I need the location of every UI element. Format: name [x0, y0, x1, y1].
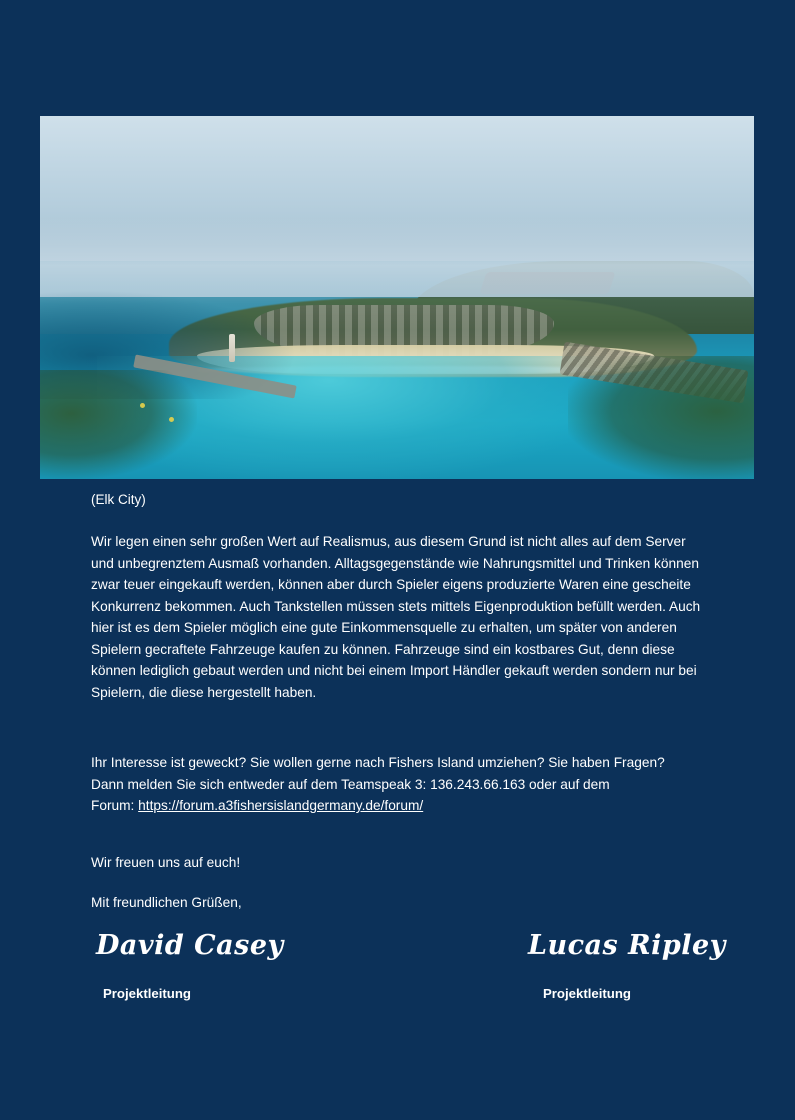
role-david-casey: Projektleitung	[103, 986, 191, 1001]
contact-paragraph	[91, 752, 703, 817]
interest-line-1: Ihr Interesse ist geweckt? Sie wollen gerne nach Fishers Island umziehen? Sie haben Fragen?	[91, 755, 665, 770]
forum-link[interactable]: https://forum.a3fishersislandgermany.de/forum/	[138, 798, 424, 813]
lighthouse	[229, 334, 235, 362]
haze-layer	[40, 218, 754, 298]
image-caption: (Elk City)	[91, 492, 146, 507]
signature-david-casey: David Casey	[96, 930, 284, 961]
role-lucas-ripley: Projektleitung	[543, 986, 631, 1001]
palms-left	[40, 370, 197, 479]
buoy-icon	[140, 403, 145, 408]
thanks-line: Wir freuen uns auf euch!	[91, 855, 241, 870]
buoy-icon	[169, 417, 174, 422]
palms-right	[568, 356, 754, 479]
forum-label: Forum:	[91, 798, 139, 813]
signature-lucas-ripley: Lucas Ripley	[528, 930, 726, 961]
regards-line: Mit freundlichen Grüßen,	[91, 895, 242, 910]
fishers-island-aerial-image	[40, 116, 754, 479]
main-paragraph: Wir legen einen sehr großen Wert auf Realismus, aus diesem Grund ist nicht alles auf dem Server und unbegrenztem Ausmaß vorhanden. Alltagsgegenstände wie Nahrungsmittel und Trinken können zwar teuer eingekauft werden, können aber durch Spieler eigens produzierte Waren eine gescheite Konkurrenz bekommen. Auch Tankstellen müssen stets mittels Eigenproduktion befüllt werden. Auch hier ist es dem Spieler möglich eine gute Einkommensquelle zu erhalten, um später von anderen Spielern gecraftete Fahrzeuge kaufen zu können. Fahrzeuge sind ein kostbares Gut, denn diese können lediglich gebaut werden und nicht bei einem Import Händler gekauft werden sondern nur bei Spielern, die diese hergestellt haben.	[91, 534, 701, 700]
interest-line-2: Dann melden Sie sich entweder auf dem Teamspeak 3: 136.243.66.163 oder auf dem	[91, 776, 610, 792]
forum-line	[91, 795, 703, 817]
